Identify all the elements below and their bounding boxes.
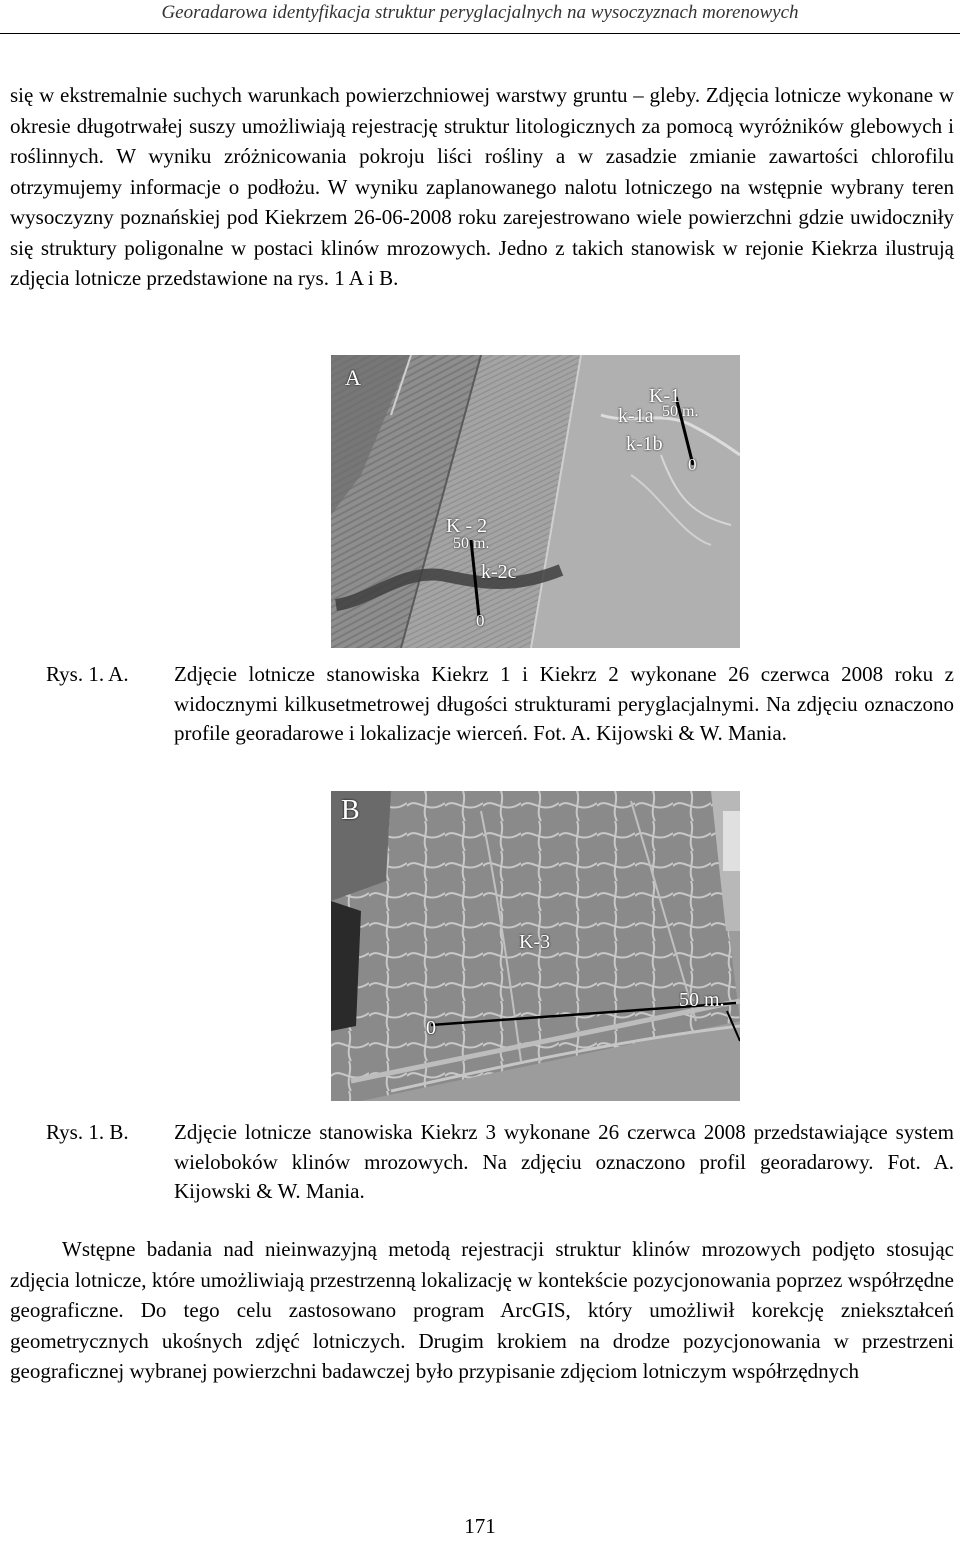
photo-a-k2-zero-label: 0 (476, 611, 485, 630)
photo-b-k3-label: K-3 (519, 931, 551, 953)
photo-b-distance-label: 50 m. (679, 989, 725, 1011)
photo-a-k1b-label: k-1b (626, 433, 663, 455)
photo-a-k1a-label: k-1a (618, 405, 654, 427)
photo-a-k1-label: K-1 (649, 385, 681, 407)
photo-a-k2-label: K - 2 (446, 515, 488, 537)
photo-a-k1-distance-label: 50 m. (662, 403, 699, 420)
aerial-photo-b (331, 791, 740, 1101)
body-paragraph-2: Wstępne badania nad nieinwazyjną metodą rejestracji struktur klinów mrozowych podjęto stosując zdjęcia lotnicze, które umożliwiają przestrzenną lokalizację w kontekście pozycjonowania poprzez współrzędne geograficzne. Do tego celu zastosowano program ArcGIS, który umożliwił korekcję zniekształceń geometrycznych ukośnych zdjęć lotniczych. Drugim krokiem na drodze pozycjonowania w przestrzeni geograficznej wybranej powierzchni badawczej było przypisanie zdjęciom lotniczym współrzędnych (10, 1237, 954, 1383)
page-number: 171 (464, 1514, 496, 1538)
figure-a-caption-text: Zdjęcie lotnicze stanowiska Kiekrz 1 i Kiekrz 2 wykonane 26 czerwca 2008 roku z widocznymi kilkusetmetrowej długości strukturami peryglacjalnymi. Na zdjęciu oznaczono profile georadarowe i lokalizacje wierceń. Fot. A. Kijowski & W. Mania. (174, 662, 954, 745)
figure-b-caption-text: Zdjęcie lotnicze stanowiska Kiekrz 3 wykonane 26 czerwca 2008 przedstawiające system wieloboków klinów mrozowych. Na zdjęciu oznaczono profil georadarowy. Fot. A. Kijowski & W. Mania. (174, 1120, 954, 1203)
figure-b-caption (46, 1118, 954, 1210)
figure-a-caption-number: Rys. 1. A. (46, 662, 129, 686)
photo-a-panel-label: A (345, 365, 361, 390)
photo-a-k2c-label: k-2c (481, 561, 517, 583)
figure-a-caption (46, 660, 954, 780)
running-head: Georadarowa identyfikacja struktur peryglacjalnych na wysoczyznach morenowych (0, 0, 960, 34)
body-paragraph-1: się w ekstremalnie suchych warunkach powierzchniowej warstwy gruntu – gleby. Zdjęcia lotnicze wykonane w okresie długotrwałej suszy umożliwiają rejestrację struktur litologicznych za pomocą wyróżników glebowych i roślinnych. W wyniku zróżnicowania pokroju liści rośliny a w zasadzie zmianie zawartości chlorofilu otrzymujemy informacje o podłożu. W wyniku zaplanowanego nalotu lotniczego na wstępnie wybrany teren wysoczyzny poznańskiej pod Kiekrzem 26-06-2008 roku zarejestrowano wiele powierzchni gdzie uwidoczniły się struktury poligonalne w postaci klinów mrozowych. Jedno z takich stanowisk w rejonie Kiekrza ilustrują zdjęcia lotnicze przedstawione na rys. 1 A i B. (10, 83, 954, 290)
aerial-photo-a (331, 355, 740, 648)
figure-b-caption-number: Rys. 1. B. (46, 1120, 129, 1144)
photo-a-k2-distance-label: 50 m. (453, 535, 490, 552)
photo-b-zero-label: 0 (426, 1017, 436, 1039)
photo-b-panel-label: B (341, 795, 360, 826)
photo-a-k1-zero-label: 0 (688, 455, 697, 474)
